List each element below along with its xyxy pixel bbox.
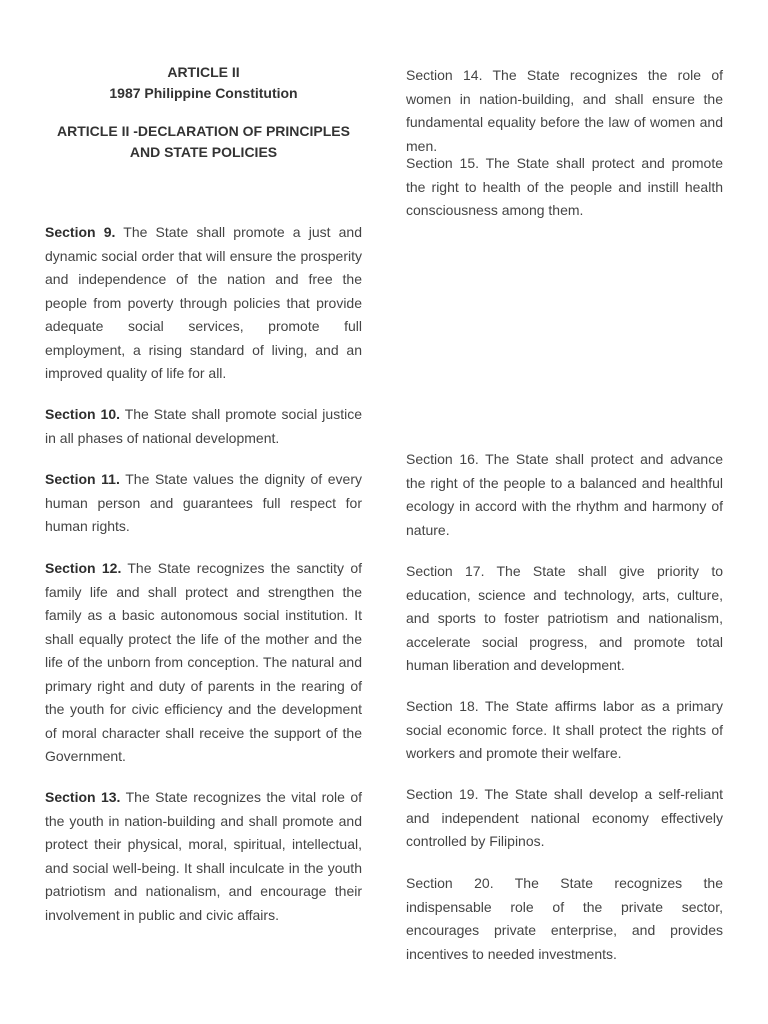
section-20: Section 20. The State recognizes the indispensable role of the private sector, encourages private enterprise, and provides incentives to needed investments.: [406, 875, 723, 962]
section-text: The State shall promote a just and dynamic social order that will ensure the prosperity and independence of the nation and free the people from poverty through policies that provide adequate social services, promote full employment, a rising standard of living, and an improved quality of life for all.: [45, 224, 362, 381]
section-19: Section 19. The State shall develop a self-reliant and independent national economy effectively controlled by Filipinos.: [406, 786, 723, 849]
section-9: [45, 221, 362, 386]
section-label: Section 10.: [45, 406, 120, 422]
article-title: ARTICLE II: [167, 64, 240, 80]
section-text: The State values the dignity of every human person and guarantees full respect for human rights.: [45, 471, 362, 534]
section-text: The State recognizes the sanctity of family life and shall protect and strengthen the family as a basic autonomous social institution. It shall equally protect the life of the mother and the life of the unborn from conception. The natural and primary right and duty of parents in the rearing of the youth for civic efficiency and the development of moral character shall receive the support of the Government.: [45, 560, 362, 764]
section-label: Section 9.: [45, 224, 116, 240]
section-label: Section 11.: [45, 471, 120, 487]
section-14: Section 14. The State recognizes the role of women in nation-building, and shall ensure the fundamental equality before the law of women and men.: [406, 67, 723, 154]
section-12: [45, 557, 362, 769]
section-11: [45, 468, 362, 539]
section-18: Section 18. The State affirms labor as a primary social economic force. It shall protect the rights of workers and promote their welfare.: [406, 698, 723, 761]
article-heading: [45, 62, 362, 104]
section-13: [45, 786, 362, 927]
constitution-title: 1987 Philippine Constitution: [109, 85, 298, 101]
declaration-title-line2: AND STATE POLICIES: [129, 144, 278, 160]
section-17: Section 17. The State shall give priority to education, science and technology, arts, culture, and sports to foster patriotism and nationalism, accelerate social progress, and promote total human liberation and development.: [406, 563, 723, 673]
declaration-heading: [45, 121, 362, 163]
section-label: Section 12.: [45, 560, 122, 576]
section-label: Section 13.: [45, 789, 121, 805]
section-15: Section 15. The State shall protect and promote the right to health of the people and instill health consciousness among them.: [406, 155, 723, 218]
section-10: [45, 403, 362, 450]
declaration-title-line1: ARTICLE II -DECLARATION OF PRINCIPLES: [57, 123, 350, 139]
section-text: The State recognizes the vital role of the youth in nation-building and shall promote and protect their physical, moral, spiritual, intellectual, and social well-being. It shall inculcate in the youth patriotism and nationalism, and encourage their involvement in public and civic affairs.: [45, 789, 363, 923]
section-16: Section 16. The State shall protect and advance the right of the people to a balanced and healthful ecology in accord with the rhythm and harmony of nature.: [406, 451, 723, 538]
section-text: The State shall promote social justice in all phases of national development.: [45, 406, 362, 446]
